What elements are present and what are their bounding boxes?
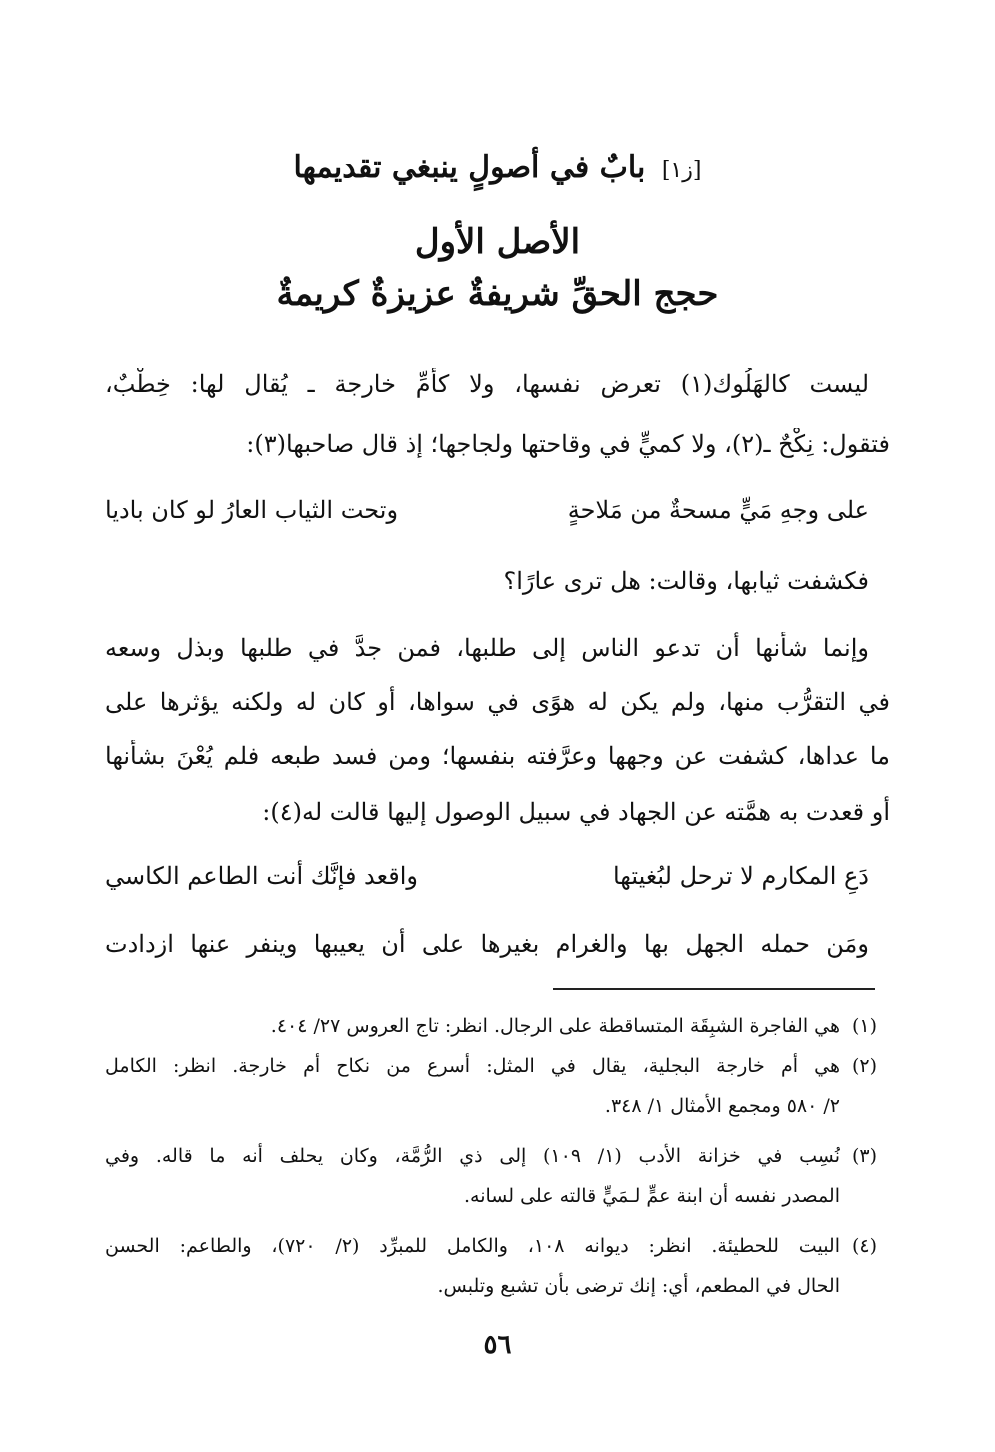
page-number: ٥٦ [483, 1330, 512, 1360]
verse-hemistich-right: على وجهِ مَيٍّ مسحةٌ من مَلاحةٍ [567, 496, 869, 524]
verse-hemistich-left: واقعد فإنَّك أنت الطاعم الكاسي [105, 862, 418, 890]
chapter-title [0, 150, 995, 185]
chapter-tag: [ز١] [661, 158, 702, 183]
paragraph-line: في التقرُّب منها، ولم يكن له هوًى في سواها، أو كان له ولكنه يؤثرها على [105, 688, 890, 716]
paragraph-line: أو قعدت به همَّته عن الجهاد في سبيل الوصول إليها قالت له(٤): [262, 798, 890, 826]
footnote-text: نُسِب في خزانة الأدب (١/ ١٠٩) إلى ذي الرُّمَّة، وكان يحلف أنه ما قاله. وفي [105, 1145, 840, 1167]
footnote-text: هي أم خارجة البجلية، يقال في المثل: أسرع من نكاح أم خارجة. انظر: الكامل [105, 1055, 840, 1077]
paragraph-line: وإنما شأنها أن تدعو الناس إلى طلبها، فمن جدَّ في طلبها وبذل وسعه [105, 634, 869, 662]
chapter-title-text: بابٌ في أصولٍ ينبغي تقديمها [293, 150, 646, 185]
footnote-number: (٣) [851, 1145, 877, 1167]
paragraph-line: ومَن حمله الجهل بها والغرام بغيرها على أن يعيبها وينفر عنها ازدادت [105, 930, 869, 958]
footnote-text: هي الفاجرة الشبِقَة المتساقطة على الرجال. انظر: تاج العروس ٢٧/ ٤٠٤. [270, 1015, 840, 1037]
footnote-text: ٢/ ٥٨٠ ومجمع الأمثال ١/ ٣٤٨. [604, 1095, 840, 1117]
footnote-number: (١) [851, 1015, 877, 1037]
verse-hemistich-left: وتحت الثياب العارُ لو كان باديا [105, 496, 399, 524]
section-heading: حجج الحقِّ شريفةٌ عزيزةٌ كريمةٌ [276, 274, 719, 314]
footnote-text: الحال في المطعم، أي: إنك ترضى بأن تشبع وتلبس. [437, 1275, 840, 1297]
paragraph-line: فكشفت ثيابها، وقالت: هل ترى عارًا؟ [503, 567, 869, 595]
footnote-text: البيت للحطيئة. انظر: ديوانه ١٠٨، والكامل للمبرِّد (٢/ ٧٢٠)، والطاعم: الحسن [105, 1235, 840, 1257]
paragraph-line: ليست كالهَلُوك(١) تعرض نفسها، ولا كأمِّ خارجة ـ يُقال لها: خِطْبٌ، [105, 370, 869, 398]
paragraph-line: فتقول: نِكْحٌ ـ(٢)، ولا كميٍّ في وقاحتها ولجاجها؛ إذ قال صاحبها(٣): [246, 430, 890, 458]
footnote-number: (٤) [851, 1235, 877, 1257]
paragraph-line: ما عداها، كشفت عن وجهها وعرَّفته بنفسها؛ ومن فسد طبعه فلم يُعْنَ بشأنها [105, 742, 890, 770]
footnote-number: (٢) [851, 1055, 877, 1077]
verse-hemistich-right: دَعِ المكارم لا ترحل لبُغيتها [612, 862, 869, 890]
section-subtitle: الأصل الأول [414, 222, 581, 262]
footnote-separator [553, 988, 875, 990]
footnote-text: المصدر نفسه أن ابنة عمٍّ لـمَيٍّ قالته على لسانه. [464, 1185, 840, 1207]
